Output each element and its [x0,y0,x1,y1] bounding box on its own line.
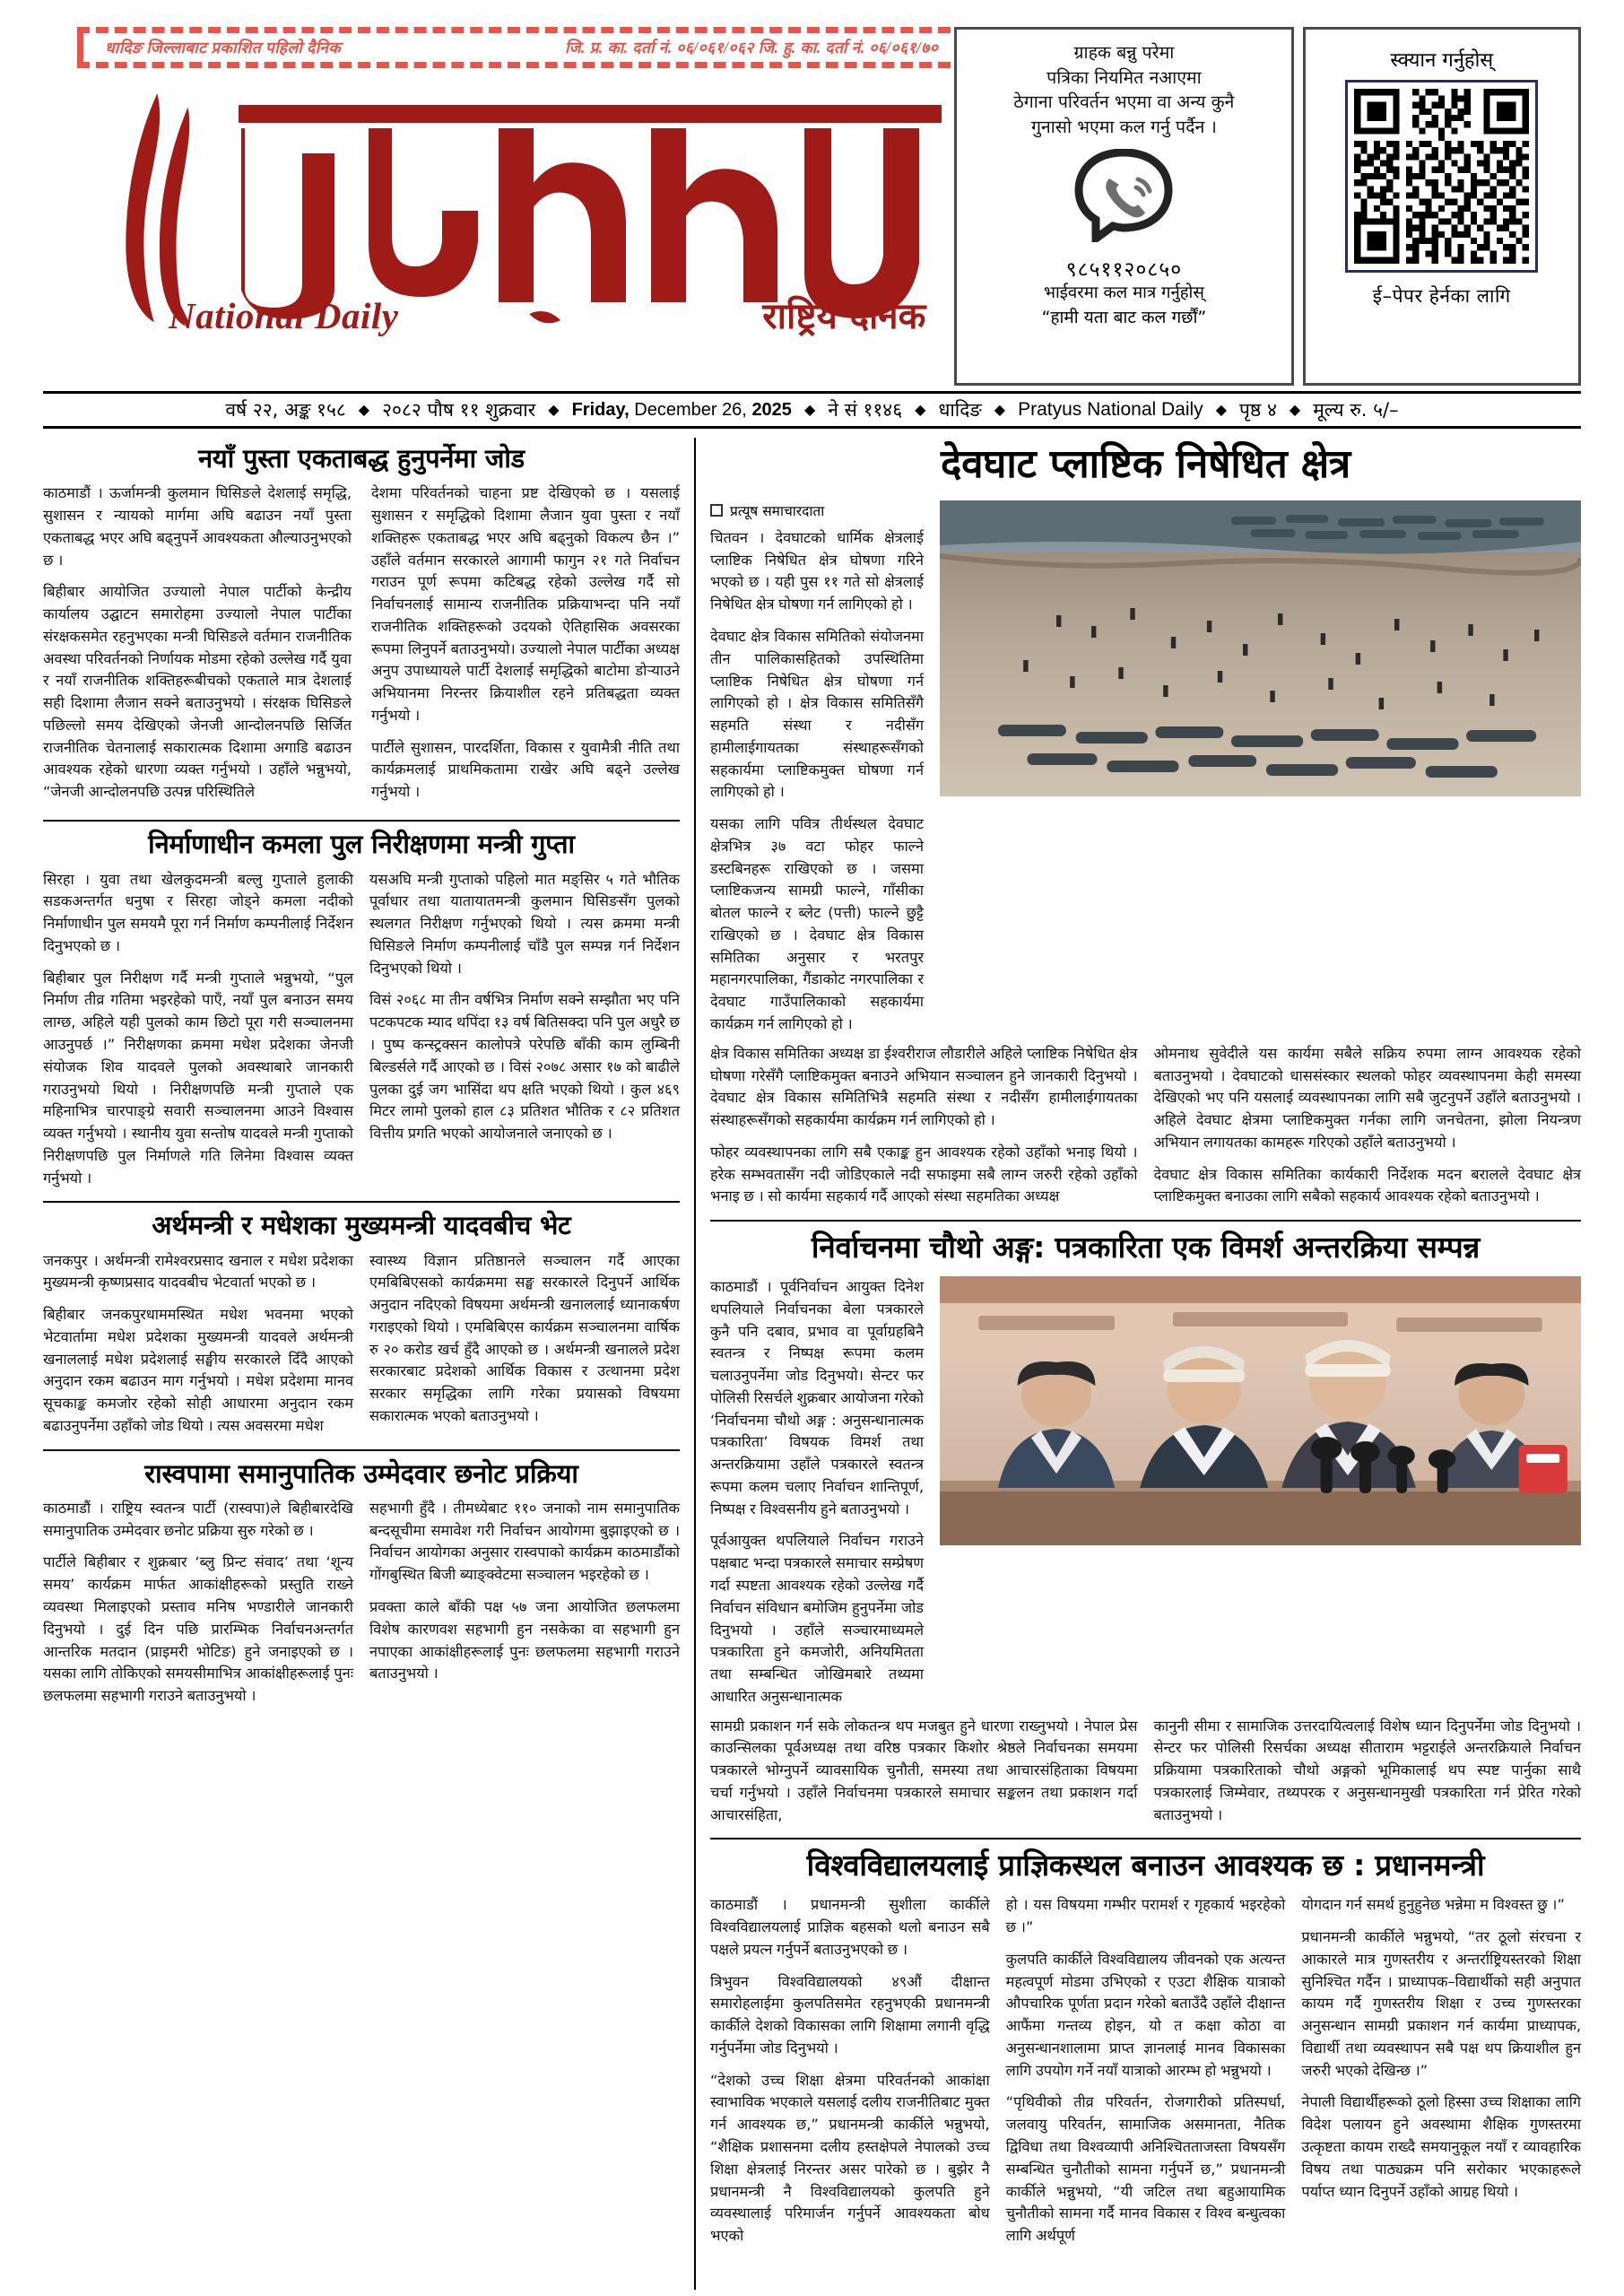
article2-col-1 [43,869,353,1190]
article2-body [43,869,680,1190]
article4-body [43,1498,680,1708]
paragraph: यसका लागि पवित्र तीर्थस्थल देवघाट क्षेत्रभित्र ३७ वटा फोहर फाल्ने डस्टबिनहरू राखिएको छ । जसमा प्लाष्टिकजन्य सामग्री फाल्ने, गाँसीका बोतल फाल्ने र ब्लेट (पत्ती) फाल्ने छुट्टै राखिएको छ । देवघाट क्षेत्र विकास समितिका अनुसार र भरतपुर महानगरपालिका, गैंडाकोट नगरपालिका र देवघाट गाउँपालिकाको सहकार्यमा कार्यक्रम गर्न लागिएको हो । [710,815,924,1032]
headline-devghat-plastic: देवघाट प्लाष्टिक निषेधित क्षेत्र [940,441,1351,487]
paragraph: स्वास्थ्य विज्ञान प्रतिष्ठानले सञ्चालन गर्दै आएका एमबिबिएसको कार्यक्रममा सङ्घ सरकारले दिनुपर्ने आर्थिक अनुदान नदिएको विषयमा अर्थमन्त्री खनाललाई ध्यानाकर्षण गराइएको थियो । एमबिबिएस कार्यक्रम सञ्चालनमा वार्षिक रु २० करोड खर्च हुँदै आएको छ । अर्थमन्त्री खनालले प्रदेश सरकारबाट प्रदेशको आर्थिक विकास र उत्थानमा प्रदेश सरकार समृद्धिका लागि गरेका प्रयासको विषयमा सकारात्मक भएको बताउनुभयो । [369,1251,680,1424]
paragraph: सिरहा । युवा तथा खेलकुदमन्त्री बल्लु गुप्ताले हुलाकी सडकअन्तर्गत धनुषा र सिरहा जोड्ने कमला नदीको निर्माणाधीन पुल समयमै पूरा गर्न निर्माण कम्पनीलाई निर्देशन दिनुभएको छ । [43,870,353,954]
lead-intro-text [710,500,924,1036]
byline-text: प्रत्यूष समाचारदाता [730,502,825,519]
epaper-qr-box [1303,27,1581,386]
subscription-line-3: ठेगाना परिवर्तन भएमा वा अन्य कुनै [1013,91,1235,113]
nepali-date: २०८२ पौष ११ शुक्रवार [382,399,536,421]
paper-brand-name: Pratyus National Daily [1018,399,1203,420]
paragraph: ओमनाथ सुवेदीले यस कार्यमा सबैले सक्रिय रुपमा लाग्न आवश्यक रहेको बताउनुभयो । देवघाटको धाससंस्कार स्थलको फोहर व्यवस्थापनमा केही समस्या देखिएको भए पनि यसलाई व्यवस्थापनका लागि सबै जुटनुपर्ने उहाँले बताउनुभयो । अहिले देवघाट क्षेत्रमा प्लाष्टिकमुक्त गर्नका लागि जनचेतना, झोला नियन्त्रण अभियान लगायतका कामहरू गरिएको उहाँले बताउनुभयो । [1153,1044,1581,1151]
mid-top-block [710,1276,1581,1709]
headline-bishwabidyalaya: विश्वविद्यालयलाई प्राज्ञिकस्थल बनाउन आवश्यक छ : प्रधानमन्त्री [806,1848,1485,1883]
paragraph: प्रवक्ता काले बाँकी पक्ष ५७ जना आयोजित छलफलमा विशेष कारणवश सहभागी हुन नसकेका वा सहभागी हुन नपाएका आकांक्षीहरूलाई पुनः छलफलमा सहभागी गराउने बताउनुभयो । [369,1598,680,1683]
bottom-col-2 [1006,1894,1286,2247]
paragraph: देशमा परिवर्तनको चाहना प्रष्ट देखिएको छ । यसलाई सुशासन र समृद्धिको दिशामा लैजान युवा पुस्ता र नयाँ शक्तिहरू एकताबद्ध भएर अघि बढ्नुको विकल्प छैन ।” उहाँले वर्तमान सरकारले आगामी फागुन २१ गते निर्वाचन गराउन पूर्ण रूपमा कटिबद्ध रहेको उल्लेख गर्दै सो निर्वाचनलाई सामान्य राजनीतिक प्रक्रियाभन्दा पनि नयाँ राजनीतिक शक्तिहरूको उदयको ऐतिहासिक अवसरका रूपमा लिनुपर्ने बताउनुभयो। उज्यालो नेपाल पार्टीका अध्यक्ष अनुप उपाध्यायले पार्टी देशलाई समृद्धिको बाटोमा डोऱ्याउने अभियानमा निरन्तर क्रियाशील रहने प्रतिबद्धता व्यक्त गर्नुभयो । [371,484,680,724]
paragraph: कानुनी सीमा र सामाजिक उत्तरदायित्वलाई विशेष ध्यान दिनुपर्नेमा जोड दिनुभयो । सेन्टर फर पोलिसी रिसर्चका अध्यक्ष सीताराम भट्टराईले अन्तरक्रियाले निर्वाचन प्रक्रियामा पत्रकारिताको चौथो अङ्गको भूमिकालाई थप स्पष्ट पार्नुका साथै पत्रकारलाई जिम्मेवार, तथ्यपरक र अनुसन्धानमुखी पत्रकारिता गर्न प्रेरित गरेको बताउनुभयो । [1153,1717,1581,1823]
article-nirwachanma-chautho-anga [710,1231,1581,1826]
devghat-riverbank-photo [940,500,1581,796]
left-column [43,438,696,2290]
article3-col-2 [369,1250,680,1438]
article4-col-2 [369,1498,680,1708]
callback-quote: “हामी यता बाट कल गर्छौं” [1041,307,1207,327]
price: मूल्य रु. ५/– [1313,399,1399,421]
paragraph: देवघाट क्षेत्र विकास समितिको संयोजनमा तीन पालिकासहितको उपस्थितिमा प्लाष्टिक निषेधित क्षेत्र घोषणा गर्न लागिएको हो । क्षेत्र विकास समितिसँगै सहमति संस्था र नदीसँग हामीलाईगायतका संस्थाहरूसँगको सहकार्यमा प्लाष्टिकमुक्त घोषणा गर्न लागिएको हो । [710,627,924,801]
paragraph: सामग्री प्रकाशन गर्न सके लोकतन्त्र थप मजबुत हुने धारणा राख्नुभयो । नेपाल प्रेस काउन्सिलका पूर्वअध्यक्ष तथा वरिष्ठ पत्रकार किशोर श्रेष्ठले निर्वाचनका समयमा पत्रकारले भोग्नुपर्ने व्यावसायिक चुनौती, समस्या तथा आचारसंहिताका विषयमा चर्चा गर्नुभयो । उहाँले निर्वाचनमा पत्रकारले समाचार सङ्कलन तथा प्रकाशन गर्दा आचारसंहिता, [710,1717,1138,1823]
lead-bottom-col-2 [1154,1043,1582,1208]
headline-raswapa-umedwar: रास्वपामा समानुपातिक उम्मेदवार छनोट प्रक्रिया [144,1457,578,1489]
article-divider [43,1201,680,1203]
separator-diamond-icon: ◆ [548,403,560,418]
paragraph: क्षेत्र विकास समितिका अध्यक्ष डा ईश्वरीराज लौडारीले अहिले प्लाष्टिक निषेधित क्षेत्र घोषणा गरेसँगै प्लाष्टिकमुक्त बनाउने अभियान सञ्चालन हुने जानकारी दिनुभयो । देवघाट क्षेत्र विकास समितिभित्रै सहमति संस्था र नदीसँग हामीलाईगायतका संस्थाहरूसँगको सहकार्यमा कार्यक्रम गर्न लागिएको हो । [710,1044,1138,1129]
issue-info-bar [43,391,1581,429]
content-grid [43,438,1581,2290]
mid-bottom-col-2 [1154,1716,1582,1827]
subscription-line-2: पत्रिका नियमित नआएमा [1046,66,1202,88]
paragraph: “पृथिवीको तीव्र परिवर्तन, रोजगारीको प्रतिस्पर्धा, जलवायु परिवर्तन, सामाजिक असमानता, नैतिक द्विविधा तथा विश्वव्यापी अनिश्चितताजस्ता विषयसँग सम्बन्धित चुनौतीको सामना गर्नुपर्ने छ,” प्रधानमन्त्री कार्कीले भन्नुभयो, “यी जटिल तथा बहुआयामिक चुनौतीको सामना गर्दै मानव विकास र विश्व बन्धुत्वका लागि अर्थपूर्ण [1005,2093,1286,2245]
article-kamala-pul [43,829,680,1189]
viber-phone-icon [1073,149,1174,247]
paragraph: बिहीबार जनकपुरधाममस्थित मधेश भवनमा भएको भेटवार्तामा मधेश प्रदेशका मुख्यमन्त्री यादवले अर्थमन्त्री खनाललाई मधेश प्रदेशलाई सङ्घीय सरकारले दिँदै आएको अनुदान रकम बढाउन माग गर्नुभयो । मधेश प्रदेशमा मानव सूचकाङ्क कमजोर रहेको सोही आधारमा अनुदान रकम बढाउनुपर्नेमा उहाँको जोड थियो । त्यस अवसरमा मधेश [43,1306,353,1434]
subscription-contact-box [954,27,1293,386]
separator-diamond-icon: ◆ [915,403,926,418]
paragraph: देवघाट क्षेत्र विकास समितिका कार्यकारी निर्देशक मदन बरालले देवघाट क्षेत्र प्लाष्टिकमुक्त बनाउका लागि सबैको सहकार्य आवश्यक रहेको बताउनुभयो । [1153,1165,1581,1205]
headline-kamala-pul: निर्माणाधीन कमला पुल निरीक्षणमा मन्त्री गुप्ता [148,829,575,860]
publication-place: धादिङ [938,399,982,421]
article-divider [43,1449,680,1451]
article2-col-2 [369,869,680,1190]
lead-story-devghat [710,441,1581,1208]
separator-diamond-icon: ◆ [994,403,1006,418]
article-divider [43,820,680,822]
paragraph: काठमाडौं । ऊर्जामन्त्री कुलमान घिसिङले देशलाई समृद्धि, सुशासन र न्यायको मार्गमा अघि बढाउन नयाँ पुस्ता एकताबद्ध भएर अघि बढ्नुपर्ने आवश्यकता औल्याउनुभएको छ । [43,484,352,569]
paragraph: हो । यस विषयमा गम्भीर परामर्श र गृहकार्य भइरहेको छ ।” [1005,1896,1286,1936]
article-naya-pusta [43,443,680,808]
paragraph: सहभागी हुँदै । तीमध्येबाट ११० जनाको नाम समानुपातिक बन्दसूचीमा समावेश गरी निर्वाचन आयोगमा बुझाइएको छ । निर्वाचन आयोगका अनुसार रास्वपाको कार्यक्रम काठमाडौंको गोंगबुस्थित बिजी ब्याङ्क्वेटमा सञ्चालन भइरहेको छ । [369,1499,680,1584]
byline-marker-icon [710,504,723,517]
paragraph: बिहीबार आयोजित उज्यालो नेपाल पार्टीको केन्द्रीय कार्यालय उद्घाटन समारोहमा उज्यालो नेपाल पार्टीका संरक्षकसमेत रहनुभएका मन्त्री घिसिङले वर्तमान राजनीतिक अवस्था परिवर्तनको निर्णायक मोडमा रहेको उल्लेख गर्दै युवा र नयाँ राजनीतिक शक्तिहरूबीचको एकताले मात्र देशलाई सही दिशामा लैजान सक्ने बताउनुभयो । संरक्षक घिसिङले पछिल्लो समय देखिएको जेनजी आन्दोलनपछि सिर्जित राजनीतिक चेतनालाई सकारात्मक दिशामा अगाडि बढाउन आवश्यक रहेको धारणा व्यक्त गर्नुभयो । उहाँले भन्नुभयो, “जेनजी आन्दोलनपछि उत्पन्न परिस्थितिले [43,583,352,801]
epaper-caption: ई–पेपर हेर्नका लागि [1372,285,1511,307]
right-column [696,438,1581,2290]
paragraph: पार्टीले बिहीबार र शुक्रबार ‘ब्लु प्रिन्ट संवाद’ तथा ‘शून्य समय’ कार्यक्रम मार्फत आकांक्षीहरूको प्रस्तुति राख्ने व्यवस्था मिलाइएको प्रस्ताव मनिष भण्डारीले जानकारी दिनुभयो । दुई दिन पछि प्रारम्भिक निर्वाचनअन्तर्गत आन्तरिक मतदान (प्राइमरी भोटिङ) हुने जनाइएको छ । यसका लागि तोकिएको समयसीमाभित्र आकांक्षीहरूलाई पुनः छलफलमा सहभागी गराउने बताउनुभयो । [43,1553,353,1705]
mid-bottom-col-1 [710,1716,1138,1827]
paragraph: काठमाडौं । प्रधानमन्त्री सुशीला कार्कीले विश्वविद्यालयलाई प्राज्ञिक बहसको थलो बनाउन सबै पक्षले प्रयत्न गर्नुपर्ने बताउनुभएको छ । [710,1896,990,1958]
bottom-body [710,1894,1581,2247]
article3-body [43,1250,680,1438]
article4-col-1 [43,1498,353,1708]
paragraph: त्रिभुवन विश्वविद्यालयको ४९औं दीक्षान्त समारोहलाईमा कुलपतिसमेत रहनुभएकी प्रधानमन्त्री कार्कीले देशको विकासका लागि शिक्षामा लगानी वृद्धि गर्नुपर्नेमा जोड दिनुभयो । [710,1972,990,2057]
strapline-bar [77,27,951,68]
byline [710,500,924,520]
english-day: Friday, [571,399,630,420]
qr-scan-label: स्क्यान गर्नुहोस् [1390,49,1494,72]
page-count: पृष्ठ ४ [1239,399,1277,421]
subscription-line-1: ग्राहक बन्नु परेमा [1073,42,1175,63]
paragraph: विसं २०६८ मा तीन वर्षभित्र निर्माण सक्ने सम्झौता भए पनि पटकपटक म्याद थपिंदा १३ वर्ष बितिसक्दा पनि पुल अधुरै छ । पुष्प कन्स्ट्रक्सन कालोपत्रे परेपछि बाँकी काम लुम्बिनी बिल्डर्सले गर्दै आएको छ । विसं २०७८ असार १७ को बाढीले पुलका दुई जग भासिंदा थप क्षति भएको थियो । कुल ४६९ मिटर लामो पुलको हाल ८३ प्रतिशत भौतिक र ८२ प्रतिशत वित्तीय प्रगति भएको आयोजनाले जनाएको छ । [369,991,680,1143]
bottom-col-1 [710,1894,990,2247]
press-conference-photo [940,1276,1581,1545]
article-arthamantri-bhet [43,1210,680,1437]
paragraph: बिहीबार पुल निरीक्षण गर्दै मन्त्री गुप्ताले भन्नुभयो, “पुल निर्माण तीव्र गतिमा भइरहेको पाएँ, नयाँ पुल बनाउन समय लाग्छ, अहिले यही पुलको काम छिटो पूरा गरी सञ्चालनमा आउनुपर्छ ।” निरीक्षणका क्रममा मधेश प्रदेशका जेनजी संयोजक शिव यादवले पुलको अवस्थाबारे जानकारी गराउनुभयो थियो । निरीक्षणपछि मन्त्री गुप्ताले एक महिनाभित्र चारपाङ्ग्रे सवारी सञ्चालनमा आउने विश्वास व्यक्त गर्नुभयो । स्थानीय युवा सन्तोष यादवले मन्त्री गुप्ताको निरीक्षणपछि पुल निर्माणले गति लिनेमा विश्वास व्यक्त गर्नुभयो । [43,969,353,1187]
article-divider [710,1220,1581,1222]
article-raswapa-umedwar [43,1458,680,1708]
separator-diamond-icon: ◆ [1215,403,1227,418]
english-date: December 26, [634,399,747,420]
logo-subtitle-english: National Daily [169,295,399,336]
paragraph: जनकपुर । अर्थमन्त्री रामेश्वरप्रसाद खनाल र मधेश प्रदेशका मुख्यमन्त्री कृष्णप्रसाद यादवबीच भेटवार्ता भएको छ । [43,1251,353,1292]
logo-wrapper [43,65,945,361]
strapline-left-text: धादिङ जिल्लाबाट प्रकाशित पहिलो दैनिक [105,39,342,57]
lead-top-block [710,500,1581,1036]
paragraph: काठमाडौं । राष्ट्रिय स्वतन्त्र पार्टी (रास्वपा)ले बिहीबारदेखि समानुपातिक उम्मेदवार छनोट प्रक्रिया सुरु गरेको छ । [43,1499,353,1539]
mid-bottom-block [710,1716,1581,1827]
headline-arthamantri-bhet: अर्थमन्त्री र मधेशका मुख्यमन्त्री यादवबीच भेट [152,1210,571,1241]
subscription-line-4: गुनासो भएमा कल गर्नु पर्दैन । [1030,117,1217,138]
article1-body [43,483,680,808]
viber-call-note: भाईवरमा कल मात्र गर्नुहोस् [1043,283,1204,302]
paragraph: योगदान गर्न समर्थ हुनुहुनेछ भन्नेमा म विश्वस्त छु ।” [1301,1896,1565,1914]
paragraph: पूर्वआयुक्त थपलियाले निर्वाचन गराउने पक्षबाट भन्दा पत्रकारले समाचार सम्प्रेषण गर्दा स्पष्टता आवश्यक रहेको उल्लेख गर्दै निर्वाचन संविधान बमोजिम हुनुपर्नेमा जोड दिनुभयो । उहाँले सञ्चारमाध्यमले पत्रकारिता हुने कमजोरी, अनियमितता तथा सम्बन्धित जोखिमबारे तथ्यमा आधारित अनुसन्धानात्मक [710,1532,924,1705]
paragraph: यसअघि मन्त्री गुप्ताको पहिलो मात मङ्सिर ५ गते भौतिक पूर्वाधार तथा यातायातमन्त्री कुलमान घिसिङसँग पुलको स्थलगत निरीक्षण गर्नुभएको थियो । त्यस क्रममा मन्त्री घिसिङले निर्माण कम्पनीलाई चाँडै पुल सम्पन्न गर्न निर्देशन दिनुभएको थियो । [369,870,680,977]
volume-issue: वर्ष २२, अङ्क १५८ [225,399,346,421]
qr-code-image[interactable] [1345,80,1538,273]
mid-photo-wrapper [940,1276,1581,1709]
article-bishwabidyalaya-pragyik [710,1848,1581,2247]
masthead-left [43,27,945,386]
masthead [43,27,1581,386]
lead-bottom-block [710,1043,1581,1208]
separator-diamond-icon: ◆ [803,403,816,418]
english-year: 2025 [751,399,792,420]
paragraph: कुलपति कार्कीले विश्वविद्यालय जीवनको एक अत्यन्त महत्वपूर्ण मोडमा उभिएको र एउटा शैक्षिक यात्राको औपचारिक पूर्णता प्रदान गरेको बताउँदै उहाँले दीक्षान्त आफैंमा गन्तव्य होइन, यो त कक्षा कोठा वा अनुसन्धानशालामा प्राप्त ज्ञानलाई मानव विकासका लागि उपयोग गर्ने नयाँ यात्राको आरम्भ हो भन्नुभयो । [1005,1950,1286,2079]
registration-number-text: जि. प्र. का. दर्ता नं. ०६/०६१/०६२ जि. हु. का. दर्ता नं. ०६/०६१/७० [564,39,939,57]
lead-bottom-col-1 [710,1043,1138,1208]
logo-subtitle-nepali: राष्ट्रिय दैनिक [762,296,926,337]
lead-photo-wrapper [940,500,1581,1036]
article-divider [710,1838,1581,1839]
paragraph: प्रधानमन्त्री कार्कीले भन्नुभयो, “तर ठूलो संरचना र आकारले मात्र गुणस्तरीय र अन्तर्राष्ट्रियस्तरको शिक्षा सुनिश्चित गर्दैन । प्राध्यापक–विद्यार्थीको सही अनुपात कायम गर्दै गुणस्तरीय शिक्षा र उच्च गुणस्तरका अनुसन्धान सामग्री प्रकाशन गर्न कार्यमा प्राध्यापक, विद्यार्थी तथा व्यवस्थापन सबै पक्ष थप क्रियाशील हुन जरुरी भएको देखिन्छ ।” [1301,1928,1582,2079]
paragraph: काठमाडौं । पूर्वनिर्वाचन आयुक्त दिनेश थपलियाले निर्वाचनका बेला पत्रकारले कुनै पनि दबाव, प्रभाव वा पूर्वाग्रहबिनै स्वतन्त्र र निष्पक्ष रूपमा कलम चलाउनुपर्नेमा जोड दिनुभयो। सेन्टर फर पोलिसी रिसर्चले शुक्रबार आयोजना गरेको ‘निर्वाचनमा चौथो अङ्ग : अनुसन्धानात्मक पत्रकारिता’ विषयक विमर्श तथा अन्तरक्रियामा उहाँले पत्रकारले स्वतन्त्र रूपमा कलम चलाए निर्वाचन शान्तिपूर्ण, निष्पक्ष र विश्वसनीय हुने बताउनुभयो । [710,1278,924,1518]
paragraph: नेपाली विद्यार्थीहरूको ठूलो हिस्सा उच्च शिक्षाका लागि विदेश पलायन हुने अवस्थामा शैक्षिक गुणस्तरमा उत्कृष्टता कायम राख्दै समयानुकूल नयाँ र व्यावहारिक विषय तथा पाठ्यक्रम पनि सरोकार भएकाहरूले पर्याप्त ध्यान दिनुपर्ने उहाँको आग्रह थियो । [1301,2093,1582,2200]
article3-col-1 [43,1250,353,1438]
headline-naya-pusta: नयाँ पुस्ता एकताबद्ध हुनुपर्नेमा जोड [198,443,525,474]
mid-intro-text [710,1276,924,1709]
paragraph: “देशको उच्च शिक्षा क्षेत्रमा परिवर्तनको आकांक्षा स्वाभाविक भएकाले यसलाई दलीय राजनीतिबाट मुक्त गर्न आवश्यक छ,” प्रधानमन्त्री कार्कीले भन्नुभयो, “शैक्षिक प्रशासनमा दलीय हस्तक्षेपले नेपालको उच्च शिक्षा क्षेत्रलाई निरन्तर असर पारेको छ । बुझेर नै प्रधानमन्त्री नै विश्वविद्यालयको कुलपति हुने व्यवस्थालाई परिमार्जन गर्नुपर्ने आवश्यकता बोध भएको [710,2071,990,2245]
contact-phone-number[interactable]: ९८५११२०८५० [1065,257,1183,282]
nepal-sambat: ने सं ११४६ [828,399,903,421]
bottom-col-3 [1301,1894,1581,2247]
paragraph: फोहर व्यवस्थापनका लागि सबै एकाङ्क हुन आवश्यक रहेको उहाँको भनाइ थियो । हरेक सम्भवतासँग नदी जोडिएकाले नदी सफाइमा सबै लाग्न जरुरी रहेको उहाँको भनाइ छ । सो कार्यमा सहकार्य गर्दै आएको संस्था सहमतिका अध्यक्ष [710,1143,1138,1205]
headline-patrakarita-bimarsha: निर्वाचनमा चौथो अङ्ग: पत्रकारिता एक विमर्श अन्तरक्रिया सम्पन्न [811,1230,1481,1265]
separator-diamond-icon: ◆ [1289,403,1301,418]
paragraph: चितवन । देवघाटको धार्मिक क्षेत्रलाई प्लाष्टिक निषेधित क्षेत्र घोषणा गरिने भएको छ । यही पुस ११ गते सो क्षेत्रलाई निषेधित क्षेत्र घोषणा गर्न लागिएको हो । [710,528,924,613]
paragraph: पार्टीले सुशासन, पारदर्शिता, विकास र युवामैत्री नीति तथा कार्यक्रमलाई प्राथमिकतामा राखेर अघि बढ्ने उल्लेख गर्नुभयो । [371,738,680,801]
separator-diamond-icon: ◆ [358,403,370,418]
